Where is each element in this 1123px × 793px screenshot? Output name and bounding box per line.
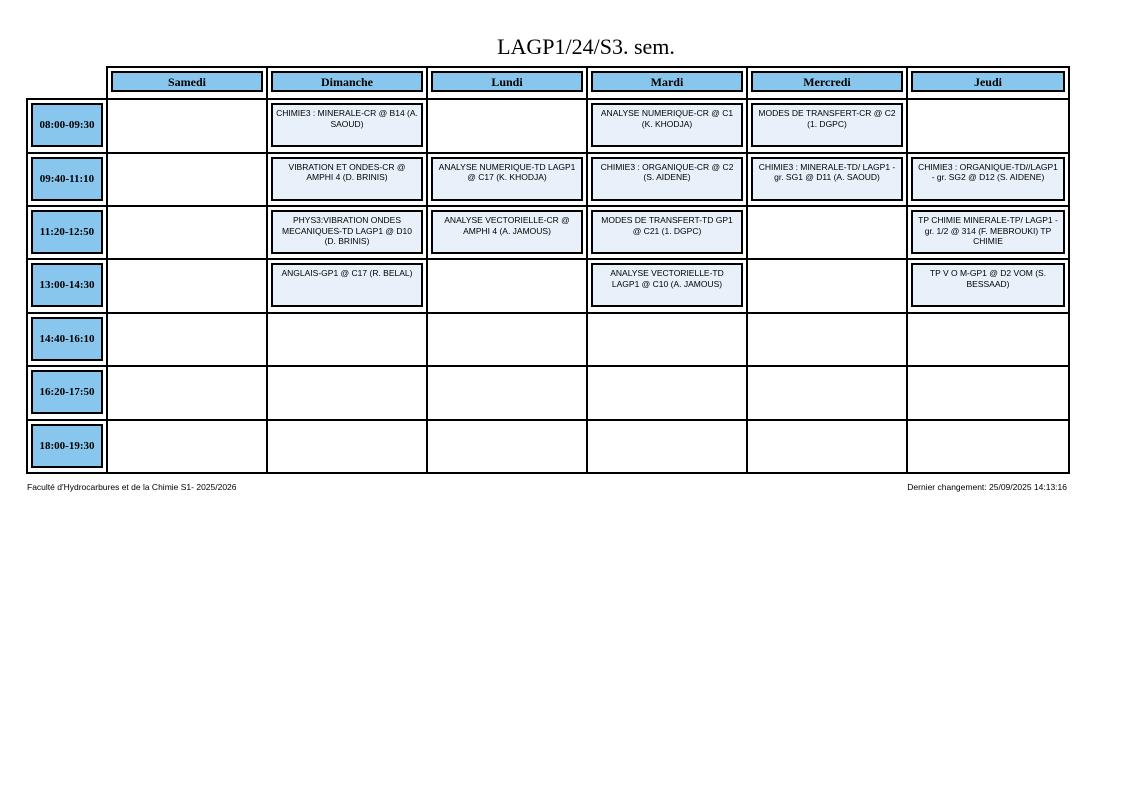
timetable-cell <box>587 99 747 152</box>
day-header: Samedi <box>111 71 263 92</box>
timetable-cell <box>267 259 427 312</box>
timetable-cell <box>267 206 427 259</box>
timetable-cell <box>267 153 427 206</box>
timetable-cell <box>587 313 747 366</box>
timetable-cell <box>427 259 587 312</box>
course-block[interactable]: ANALYSE VECTORIELLE-CR @ AMPHI 4 (A. JAMOUS) <box>431 210 583 254</box>
timetable-cell <box>907 259 1069 312</box>
timetable-cell <box>267 366 427 419</box>
timetable-cell <box>907 99 1069 152</box>
day-header: Dimanche <box>271 71 423 92</box>
time-slot-label: 09:40-11:10 <box>31 157 103 201</box>
timetable-cell <box>107 206 267 259</box>
timetable-cell <box>107 313 267 366</box>
time-slot-row <box>27 420 1069 473</box>
day-header-cell <box>747 67 907 99</box>
time-slot-label: 16:20-17:50 <box>31 370 103 414</box>
timetable-cell <box>107 99 267 152</box>
timetable-cell <box>747 99 907 152</box>
timetable-cell <box>747 206 907 259</box>
day-header: Jeudi <box>911 71 1065 92</box>
time-slot-row <box>27 313 1069 366</box>
corner-cell <box>27 67 107 99</box>
day-header-cell <box>587 67 747 99</box>
course-block[interactable]: PHYS3:VIBRATION ONDES MECANIQUES-TD LAGP1 @ D10 (D. BRINIS) <box>271 210 423 254</box>
course-block[interactable]: CHIMIE3 : ORGANIQUE-TD//LAGP1 - gr. SG2 @ D12 (S. AIDENE) <box>911 157 1065 201</box>
timetable-cell <box>427 99 587 152</box>
timetable-cell <box>907 206 1069 259</box>
course-block[interactable]: TP V O M-GP1 @ D2 VOM (S. BESSAAD) <box>911 263 1065 307</box>
timetable-cell <box>587 420 747 473</box>
timetable-cell <box>747 313 907 366</box>
time-slot-label: 18:00-19:30 <box>31 424 103 468</box>
timetable-cell <box>747 259 907 312</box>
timetable-cell <box>107 153 267 206</box>
timetable-cell <box>427 366 587 419</box>
time-header-cell <box>27 366 107 419</box>
timetable-cell <box>267 420 427 473</box>
course-block[interactable]: MODES DE TRANSFERT-CR @ C2 (1. DGPC) <box>751 103 903 147</box>
course-block[interactable]: CHIMIE3 : MINERALE-TD/ LAGP1 - gr. SG1 @ D11 (A. SAOUD) <box>751 157 903 201</box>
time-header-cell <box>27 99 107 152</box>
time-slot-row <box>27 259 1069 312</box>
timetable-cell <box>107 366 267 419</box>
footer-last-change: Dernier changement: 25/09/2025 14:13:16 <box>907 482 1067 492</box>
time-slot-label: 11:20-12:50 <box>31 210 103 254</box>
course-block[interactable]: ANGLAIS-GP1 @ C17 (R. BELAL) <box>271 263 423 307</box>
course-block[interactable]: CHIMIE3 : MINERALE-CR @ B14 (A. SAOUD) <box>271 103 423 147</box>
time-header-cell <box>27 259 107 312</box>
course-block[interactable]: VIBRATION ET ONDES-CR @ AMPHI 4 (D. BRINIS) <box>271 157 423 201</box>
time-slot-row <box>27 99 1069 152</box>
timetable-cell <box>907 366 1069 419</box>
timetable-cell <box>907 420 1069 473</box>
time-slot-label: 14:40-16:10 <box>31 317 103 361</box>
course-block[interactable]: ANALYSE VECTORIELLE-TD LAGP1 @ C10 (A. JAMOUS) <box>591 263 743 307</box>
day-header: Lundi <box>431 71 583 92</box>
time-slot-label: 13:00-14:30 <box>31 263 103 307</box>
timetable-table <box>26 66 1070 474</box>
timetable-cell <box>587 206 747 259</box>
time-slot-row <box>27 206 1069 259</box>
time-header-cell <box>27 153 107 206</box>
timetable-cell <box>427 313 587 366</box>
timetable-cell <box>907 153 1069 206</box>
timetable <box>26 66 1068 474</box>
time-slot-label: 08:00-09:30 <box>31 103 103 147</box>
timetable-cell <box>907 313 1069 366</box>
timetable-cell <box>107 259 267 312</box>
day-header: Mardi <box>591 71 743 92</box>
day-header-cell <box>267 67 427 99</box>
timetable-cell <box>587 153 747 206</box>
page-title: LAGP1/24/S3. sem. <box>497 34 675 59</box>
course-block[interactable]: MODES DE TRANSFERT-TD GP1 @ C21 (1. DGPC) <box>591 210 743 254</box>
timetable-cell <box>427 420 587 473</box>
timetable-cell <box>267 99 427 152</box>
time-header-cell <box>27 420 107 473</box>
timetable-cell <box>587 366 747 419</box>
timetable-cell <box>427 153 587 206</box>
day-header-cell <box>907 67 1069 99</box>
course-block[interactable]: CHIMIE3 : ORGANIQUE-CR @ C2 (S. AIDENE) <box>591 157 743 201</box>
time-slot-row <box>27 153 1069 206</box>
day-header-row <box>27 67 1069 99</box>
day-header: Mercredi <box>751 71 903 92</box>
timetable-cell <box>427 206 587 259</box>
time-header-cell <box>27 313 107 366</box>
time-header-cell <box>27 206 107 259</box>
timetable-cell <box>107 420 267 473</box>
time-slot-row <box>27 366 1069 419</box>
timetable-cell <box>747 420 907 473</box>
day-header-cell <box>427 67 587 99</box>
day-header-cell <box>107 67 267 99</box>
footer-faculty: Faculté d'Hydrocarbures et de la Chimie S1- 2025/2026 <box>27 482 237 492</box>
course-block[interactable]: ANALYSE NUMERIQUE-TD LAGP1 @ C17 (K. KHODJA) <box>431 157 583 201</box>
course-block[interactable]: TP CHIMIE MINERALE-TP/ LAGP1 - gr. 1/2 @ 314 (F. MEBROUKI) TP CHIMIE <box>911 210 1065 254</box>
timetable-cell <box>747 153 907 206</box>
course-block[interactable]: ANALYSE NUMERIQUE-CR @ C1 (K. KHODJA) <box>591 103 743 147</box>
timetable-cell <box>747 366 907 419</box>
timetable-cell <box>587 259 747 312</box>
timetable-cell <box>267 313 427 366</box>
